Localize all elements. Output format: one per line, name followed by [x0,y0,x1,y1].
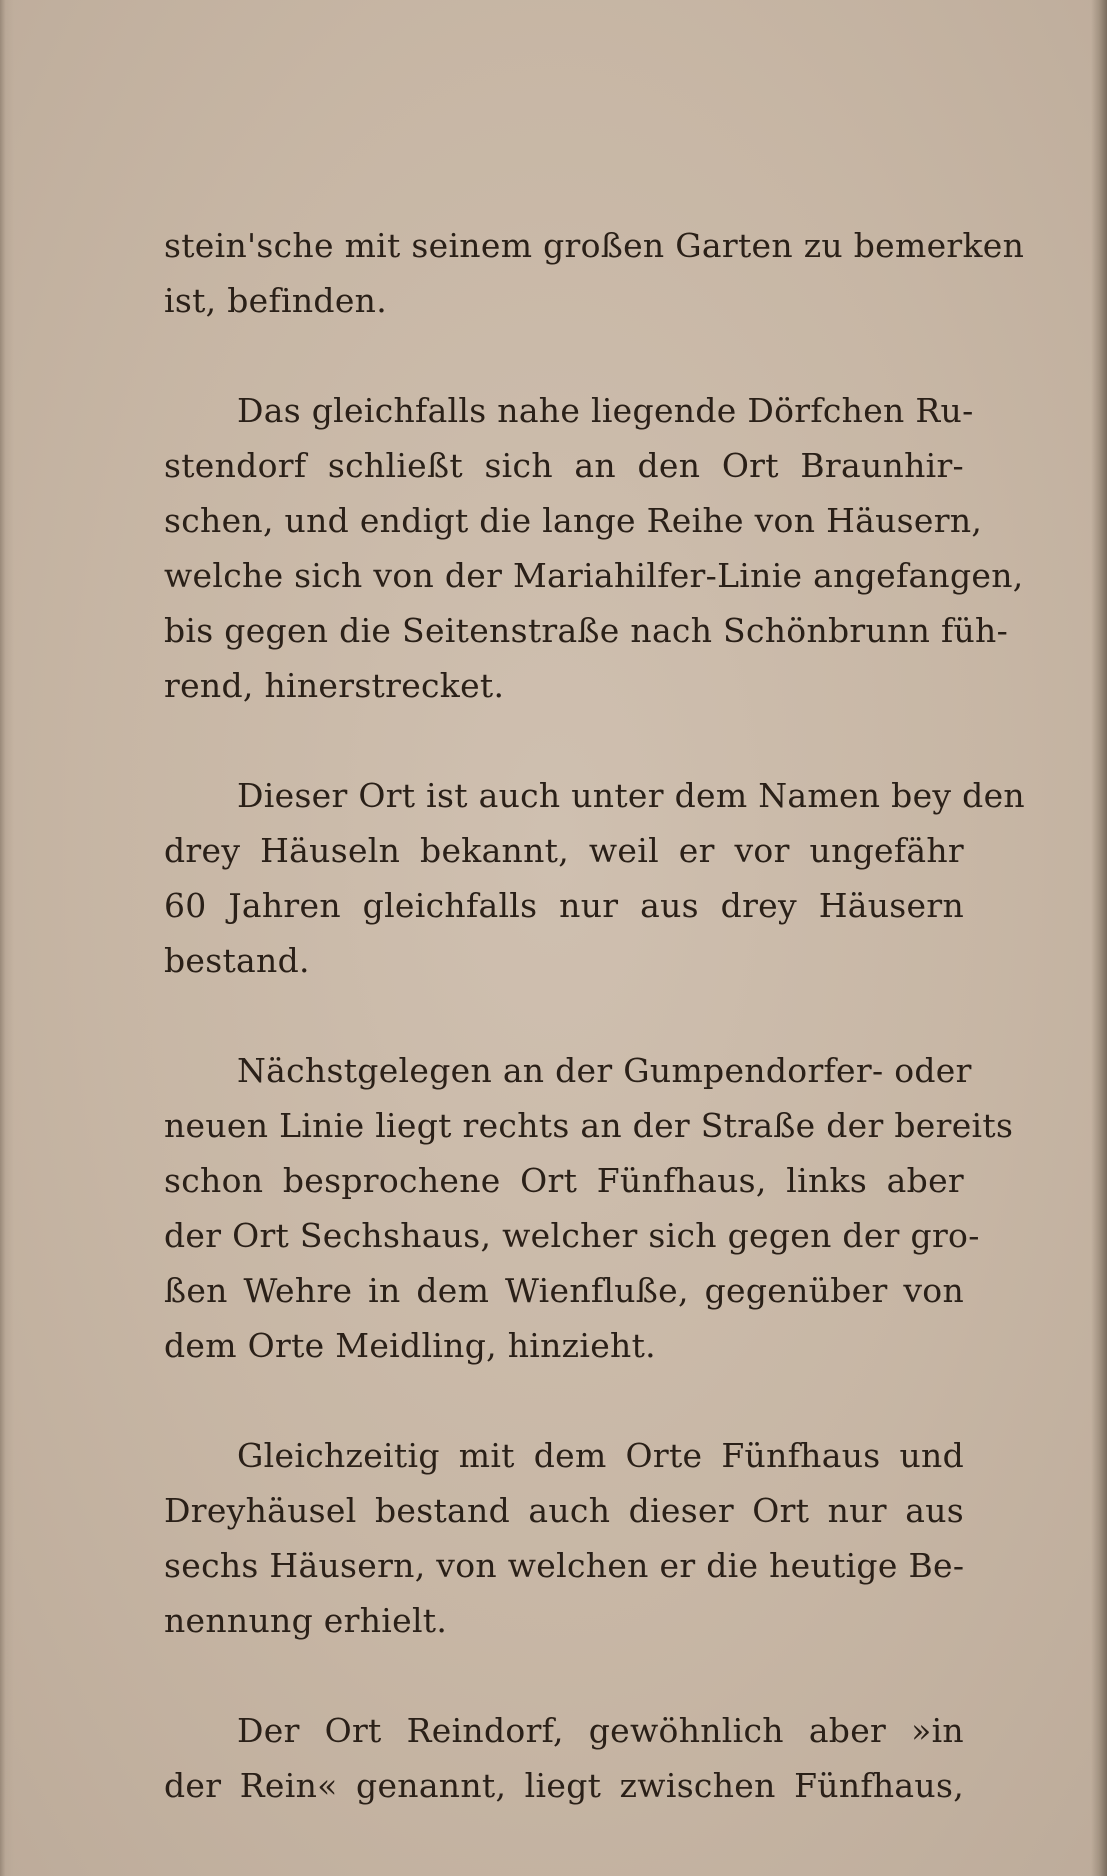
page-binding-edge [0,0,14,1876]
text-line: rend, hinerstrecket. [164,666,505,705]
text-line: nennung erhielt. [164,1601,448,1640]
text-line: bestand. [164,941,310,980]
text-line: Nächstgelegen an der Gumpendorfer- oder [237,1051,972,1090]
text-line: stendorf schließt sich an den Ort Braunhir- [164,446,964,485]
text-line: schen, und endigt die lange Reihe von Häusern, [164,501,983,540]
text-line: schon besprochene Ort Fünfhaus, links aber [164,1161,964,1200]
text-line: Dreyhäusel bestand auch dieser Ort nur aus [164,1491,964,1530]
text-line: drey Häuseln bekannt, weil er vor ungefähr [164,831,964,870]
text-line: neuen Linie liegt rechts an der Straße der bereits [164,1106,1014,1145]
text-line: Gleichzeitig mit dem Orte Fünfhaus und [237,1436,964,1475]
text-line: sechs Häusern, von welchen er die heutige Be- [164,1546,965,1585]
text-line: dem Orte Meidling, hinzieht. [164,1326,656,1365]
text-line: ßen Wehre in dem Wienfluße, gegenüber von [164,1271,964,1310]
text-line: der Ort Sechshaus, welcher sich gegen der gro- [164,1216,980,1255]
text-line: Der Ort Reindorf, gewöhnlich aber »in [237,1711,964,1750]
text-line: Das gleichfalls nahe liegende Dörfchen Ru- [237,391,974,430]
text-line: ist, befinden. [164,281,388,320]
page-text [164,218,1025,1813]
text-line: bis gegen die Seitenstraße nach Schönbrunn füh- [164,611,1009,650]
text-line: der Rein« genannt, liegt zwischen Fünfhaus, [164,1766,964,1805]
page-outer-edge [1091,0,1107,1876]
text-line: stein'sche mit seinem großen Garten zu bemerken [164,226,1025,265]
text-line: Dieser Ort ist auch unter dem Namen bey den [237,776,1025,815]
text-line: welche sich von der Mariahilfer-Linie angefangen, [164,556,1024,595]
text-line: 60 Jahren gleichfalls nur aus drey Häusern [164,886,964,925]
